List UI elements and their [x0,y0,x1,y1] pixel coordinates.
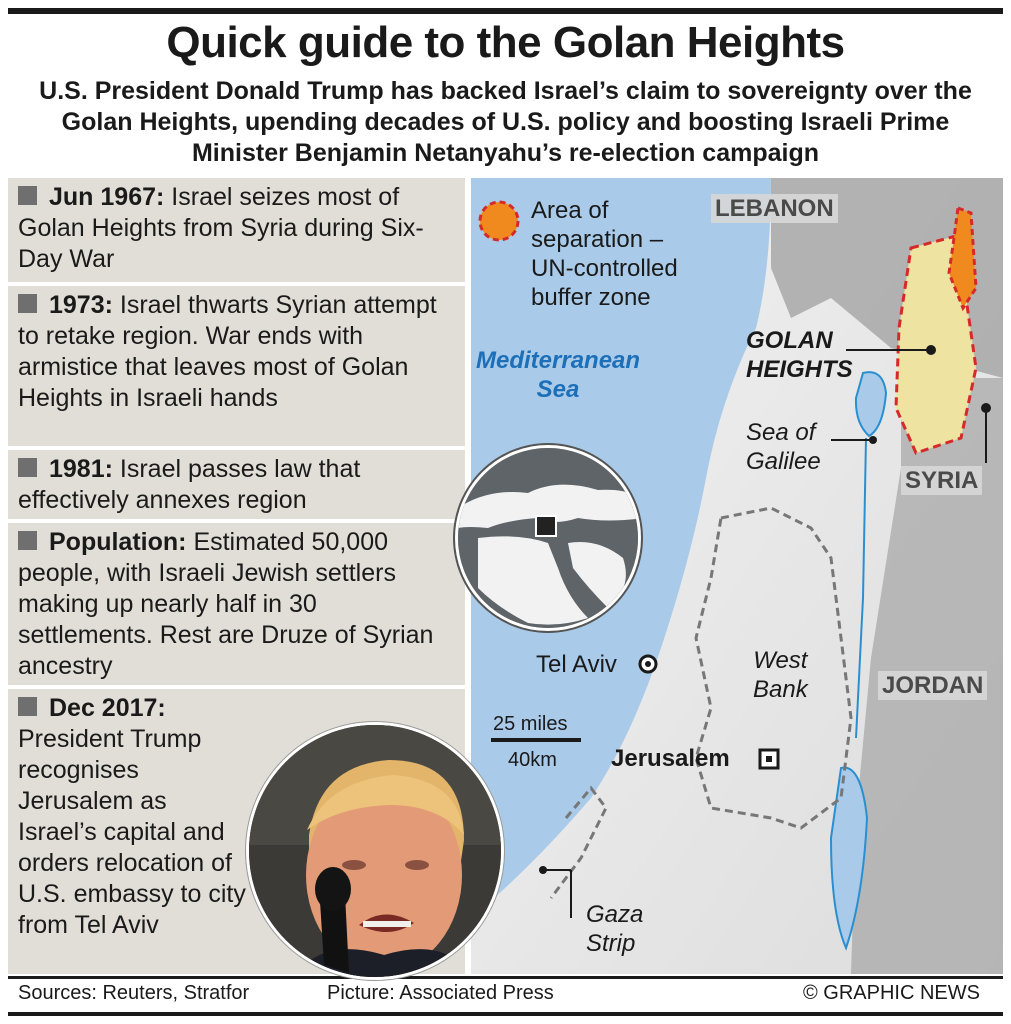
bottom-rule [8,1012,1003,1016]
label-tel-aviv: Tel Aviv [536,651,617,678]
label-jerusalem: Jerusalem [611,745,730,772]
label-jordan: JORDAN [878,671,987,700]
timeline-date: 1973: [49,291,113,319]
timeline-item [8,523,465,685]
footer-rule [8,976,1003,979]
timeline-item [8,286,465,446]
sea-line: Mediterranean [476,347,641,374]
page-title: Quick guide to the Golan Heights [166,18,845,67]
footer-picture-credit: Picture: Associated Press [327,982,554,1004]
timeline-item [8,450,465,519]
legend-line: UN-controlled [531,255,678,282]
timeline-text: Israel passes law that effectively annexes region [18,455,361,514]
timeline-date: Dec 2017: [49,694,166,722]
timeline-date: Population: [49,528,187,556]
label-west-bank [753,646,808,704]
timeline-text: Israel thwarts Syrian attempt to retake region. War ends with armistice that leaves most of Golan Heights in Israeli hands [18,291,437,412]
golan-line: HEIGHTS [746,356,853,383]
timeline-text: Estimated 50,000 people, with Israeli Jewish settlers making up nearly half in 30 settlements. Rest are Druze of Syrian ancestry [18,528,434,680]
label-mediterranean-sea [476,346,640,404]
legend-line: Area of [531,197,609,224]
label-sea-of-galilee [746,418,821,476]
legend-text [531,196,678,312]
timeline-date: Jun 1967: [49,183,165,211]
footer-sources: Sources: Reuters, Stratfor [18,982,250,1004]
gaza-line: Strip [586,930,636,957]
bullet-square-icon [18,531,37,550]
scale-miles: 25 miles [493,713,568,735]
golan-line: GOLAN [746,327,833,354]
page-subtitle: U.S. President Donald Trump has backed Israel’s claim to sovereignty over the Golan Heights, upending decades of U.S. policy and boosting Israeli Prime Minister Benjamin Netanyahu’s re-election campaign [39,77,972,167]
timeline-item [8,178,465,282]
scale-km: 40km [508,749,557,771]
west-bank-line: West [753,647,808,674]
timeline-text: President Trump recognises Jerusalem as Israel’s capital and orders relocation of U.S. embassy to city from Tel Aviv [18,725,246,939]
label-golan-heights [746,326,853,384]
label-lebanon: LEBANON [711,194,838,223]
footer-copyright: © GRAPHIC NEWS [803,982,980,1004]
legend-line: separation – [531,226,664,253]
gaza-line: Gaza [586,901,644,928]
bullet-square-icon [18,294,37,313]
label-gaza-strip [586,900,643,958]
timeline-text: Israel seizes most of Golan Heights from Syria during Six-Day War [18,183,424,273]
bullet-square-icon [18,458,37,477]
timeline-date: 1981: [49,455,113,483]
trump-photo [246,722,504,980]
bullet-square-icon [18,697,37,716]
galilee-line: Sea of [746,419,816,446]
top-rule [8,8,1003,14]
legend-line: buffer zone [531,284,651,311]
bullet-square-icon [18,186,37,205]
sea-line: Sea [536,376,580,403]
label-syria: SYRIA [901,466,982,495]
west-bank-line: Bank [753,676,808,703]
galilee-line: Galilee [746,448,821,475]
locator-globe [455,445,641,631]
